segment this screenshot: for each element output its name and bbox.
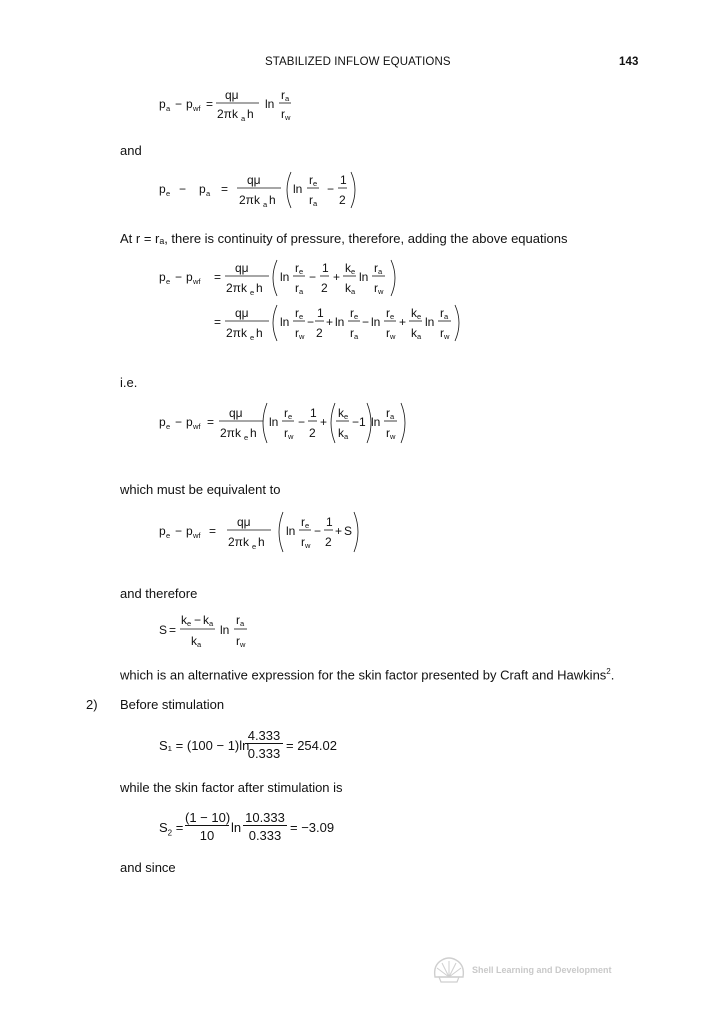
svg-text:−: −: [175, 270, 183, 284]
svg-text:ln: ln: [425, 315, 435, 329]
svg-text:1: 1: [310, 406, 317, 420]
svg-text:ln: ln: [265, 97, 275, 111]
equation-7-prefix: S₁ = (100 − 1)ln: [159, 738, 250, 753]
svg-text:r: r: [309, 193, 313, 207]
svg-text:r: r: [295, 281, 299, 295]
svg-text:e: e: [390, 312, 395, 321]
svg-text:+: +: [335, 524, 343, 538]
svg-text:e: e: [244, 433, 249, 442]
svg-text:k: k: [338, 406, 344, 420]
svg-text:e: e: [187, 619, 192, 628]
svg-text:2: 2: [325, 535, 332, 549]
svg-text:a: a: [354, 332, 359, 341]
svg-text:=: =: [207, 415, 215, 429]
svg-text:p: p: [186, 524, 193, 538]
svg-text:a: a: [285, 94, 290, 103]
svg-text:2: 2: [309, 426, 316, 440]
svg-text:r: r: [301, 535, 305, 549]
svg-text:−: −: [194, 613, 202, 627]
svg-text:h: h: [258, 535, 265, 549]
svg-text:k: k: [203, 613, 209, 627]
svg-text:a: a: [263, 200, 268, 209]
svg-text:=: =: [214, 270, 222, 284]
svg-text:r: r: [386, 306, 390, 320]
svg-text:−: −: [327, 182, 335, 196]
svg-text:wf: wf: [193, 422, 201, 431]
svg-text:−: −: [298, 415, 306, 429]
svg-text:a: a: [206, 189, 211, 198]
svg-text:+: +: [399, 315, 407, 329]
svg-text:ln: ln: [359, 270, 369, 284]
svg-text:e: e: [166, 189, 171, 198]
svg-text:S: S: [159, 623, 168, 637]
svg-text:p: p: [159, 97, 166, 111]
equation-1: [159, 88, 299, 124]
svg-text:qμ: qμ: [235, 306, 249, 320]
svg-text:=: =: [169, 623, 177, 637]
svg-text:r: r: [386, 326, 390, 340]
svg-text:=: =: [206, 97, 214, 111]
svg-text:r: r: [281, 107, 285, 121]
svg-text:w: w: [240, 640, 246, 649]
equation-8-ln: ln: [231, 820, 242, 835]
svg-text:e: e: [299, 267, 304, 276]
svg-text:−: −: [175, 524, 183, 538]
svg-text:r: r: [350, 306, 354, 320]
svg-text:−1: −1: [352, 415, 366, 429]
svg-text:r: r: [386, 406, 390, 420]
svg-text:r: r: [386, 426, 390, 440]
svg-text:2πk: 2πk: [226, 326, 247, 340]
svg-text:p: p: [159, 415, 166, 429]
svg-text:=: =: [214, 315, 222, 329]
svg-text:p: p: [159, 524, 166, 538]
svg-text:r: r: [284, 426, 288, 440]
svg-text:a: a: [241, 114, 246, 123]
equation-7-result: = 254.02: [286, 738, 337, 753]
svg-text:w: w: [390, 332, 396, 341]
svg-text:e: e: [166, 422, 171, 431]
svg-text:r: r: [374, 261, 378, 275]
equation-4: [159, 400, 419, 448]
svg-text:r: r: [374, 281, 378, 295]
svg-text:2: 2: [316, 326, 323, 340]
svg-text:2: 2: [339, 193, 346, 207]
svg-text:e: e: [305, 521, 310, 530]
svg-text:w: w: [378, 287, 384, 296]
svg-text:2: 2: [321, 281, 328, 295]
svg-text:1: 1: [322, 261, 329, 275]
equation-5: [159, 508, 369, 556]
svg-text:a: a: [351, 287, 356, 296]
text-and-since: and since: [120, 860, 176, 875]
svg-text:r: r: [281, 88, 285, 102]
svg-text:ln: ln: [293, 182, 303, 196]
svg-text:−: −: [175, 97, 183, 111]
svg-text:+: +: [333, 270, 341, 284]
svg-text:a: a: [197, 640, 202, 649]
svg-text:r: r: [440, 306, 444, 320]
svg-text:r: r: [440, 326, 444, 340]
equation-3: [159, 256, 469, 348]
svg-text:a: a: [417, 332, 422, 341]
equation-8-numerator: 10.333: [243, 810, 287, 826]
equation-2: [159, 168, 369, 212]
footer-brand: Shell Learning and Development: [472, 965, 612, 975]
svg-text:+: +: [320, 415, 328, 429]
svg-text:a: a: [240, 619, 245, 628]
svg-text:k: k: [411, 306, 417, 320]
svg-text:h: h: [256, 326, 263, 340]
svg-text:h: h: [250, 426, 257, 440]
svg-text:−: −: [307, 315, 315, 329]
svg-text:p: p: [186, 97, 193, 111]
svg-text:2πk: 2πk: [217, 107, 238, 121]
svg-text:ln: ln: [335, 315, 345, 329]
text-equivalent: which must be equivalent to: [120, 482, 281, 497]
svg-text:p: p: [199, 182, 206, 196]
text-continuity: At r = rₐ, there is continuity of pressure, therefore, adding the above equations: [120, 231, 568, 246]
footer: [432, 955, 612, 985]
svg-text:e: e: [417, 312, 422, 321]
svg-text:p: p: [186, 270, 193, 284]
svg-text:k: k: [345, 281, 351, 295]
equation-8-frac-numerator: (1 − 10): [185, 810, 231, 825]
svg-text:ln: ln: [220, 623, 230, 637]
svg-text:e: e: [351, 267, 356, 276]
svg-text:=: =: [209, 524, 217, 538]
svg-text:2πk: 2πk: [228, 535, 249, 549]
svg-text:r: r: [284, 406, 288, 420]
svg-text:2πk: 2πk: [226, 281, 247, 295]
page-number: 143: [619, 56, 639, 68]
svg-text:e: e: [344, 412, 349, 421]
svg-text:r: r: [295, 306, 299, 320]
equation-6: [159, 610, 279, 652]
svg-text:e: e: [299, 312, 304, 321]
svg-text:w: w: [288, 432, 294, 441]
svg-text:ln: ln: [280, 270, 290, 284]
svg-text:a: a: [166, 104, 171, 113]
text-after-stimulation: while the skin factor after stimulation is: [120, 780, 343, 795]
svg-text:a: a: [313, 199, 318, 208]
svg-text:w: w: [390, 432, 396, 441]
text-before-stimulation: Before stimulation: [120, 697, 225, 712]
svg-text:=: =: [221, 182, 229, 196]
text-alternative: which is an alternative expression for the skin factor presented by Craft and Hawkins$^2$.: [120, 667, 615, 683]
svg-text:−: −: [309, 270, 317, 284]
svg-text:p: p: [159, 182, 166, 196]
svg-text:−: −: [362, 315, 370, 329]
svg-text:qμ: qμ: [237, 515, 251, 529]
svg-text:a: a: [390, 412, 395, 421]
svg-text:r: r: [295, 261, 299, 275]
equation-8-lhs: $S_2$ =: [159, 820, 184, 838]
svg-text:a: a: [444, 312, 449, 321]
svg-text:e: e: [250, 288, 255, 297]
text-ie: i.e.: [120, 375, 138, 390]
svg-text:r: r: [301, 515, 305, 529]
svg-text:k: k: [181, 613, 187, 627]
svg-text:1: 1: [326, 515, 333, 529]
svg-text:ln: ln: [280, 315, 290, 329]
svg-text:ln: ln: [269, 415, 279, 429]
svg-text:p: p: [159, 270, 166, 284]
equation-8-frac-denominator: 10: [199, 828, 215, 843]
svg-text:qμ: qμ: [247, 173, 261, 187]
svg-text:w: w: [285, 113, 291, 122]
svg-text:k: k: [411, 326, 417, 340]
equation-7-denominator: 0.333: [247, 746, 281, 761]
svg-text:k: k: [338, 426, 344, 440]
svg-text:e: e: [166, 277, 171, 286]
svg-text:p: p: [186, 415, 193, 429]
svg-text:a: a: [299, 287, 304, 296]
svg-text:wf: wf: [193, 104, 201, 113]
svg-text:ln: ln: [371, 415, 381, 429]
svg-text:e: e: [354, 312, 359, 321]
svg-text:a: a: [209, 619, 214, 628]
equation-8-denominator: 0.333: [248, 828, 282, 843]
svg-text:k: k: [191, 634, 197, 648]
svg-text:e: e: [166, 531, 171, 540]
svg-text:h: h: [247, 107, 254, 121]
item-2-number: 2): [86, 697, 98, 712]
svg-text:w: w: [444, 332, 450, 341]
svg-text:r: r: [350, 326, 354, 340]
text-and-therefore: and therefore: [120, 586, 198, 601]
svg-text:wf: wf: [193, 531, 201, 540]
svg-text:r: r: [236, 634, 240, 648]
svg-text:h: h: [256, 281, 263, 295]
equation-7-numerator: 4.333: [245, 728, 283, 744]
svg-text:qμ: qμ: [229, 406, 243, 420]
svg-text:e: e: [288, 412, 293, 421]
shell-logo-icon: [432, 955, 466, 985]
svg-text:r: r: [295, 326, 299, 340]
svg-text:qμ: qμ: [225, 88, 239, 102]
equation-8-result: = −3.09: [290, 820, 335, 835]
page-header-title: STABILIZED INFLOW EQUATIONS: [265, 56, 451, 68]
svg-text:ln: ln: [286, 524, 296, 538]
svg-text:ln: ln: [371, 315, 381, 329]
svg-text:w: w: [305, 541, 311, 550]
svg-text:a: a: [344, 432, 349, 441]
svg-text:r: r: [236, 613, 240, 627]
svg-text:S: S: [344, 524, 353, 538]
svg-text:1: 1: [340, 173, 347, 187]
svg-text:a: a: [378, 267, 383, 276]
svg-text:e: e: [252, 542, 257, 551]
svg-text:−: −: [179, 182, 187, 196]
svg-text:2πk: 2πk: [239, 193, 260, 207]
svg-text:qμ: qμ: [235, 261, 249, 275]
svg-text:e: e: [313, 179, 318, 188]
svg-text:+: +: [326, 315, 334, 329]
svg-text:1: 1: [317, 306, 324, 320]
svg-text:wf: wf: [193, 277, 201, 286]
svg-text:e: e: [250, 333, 255, 342]
svg-text:−: −: [314, 524, 322, 538]
svg-text:−: −: [175, 415, 183, 429]
svg-text:k: k: [345, 261, 351, 275]
svg-text:2πk: 2πk: [220, 426, 241, 440]
text-and: and: [120, 143, 142, 158]
svg-text:w: w: [299, 332, 305, 341]
svg-text:r: r: [309, 173, 313, 187]
svg-text:h: h: [269, 193, 276, 207]
